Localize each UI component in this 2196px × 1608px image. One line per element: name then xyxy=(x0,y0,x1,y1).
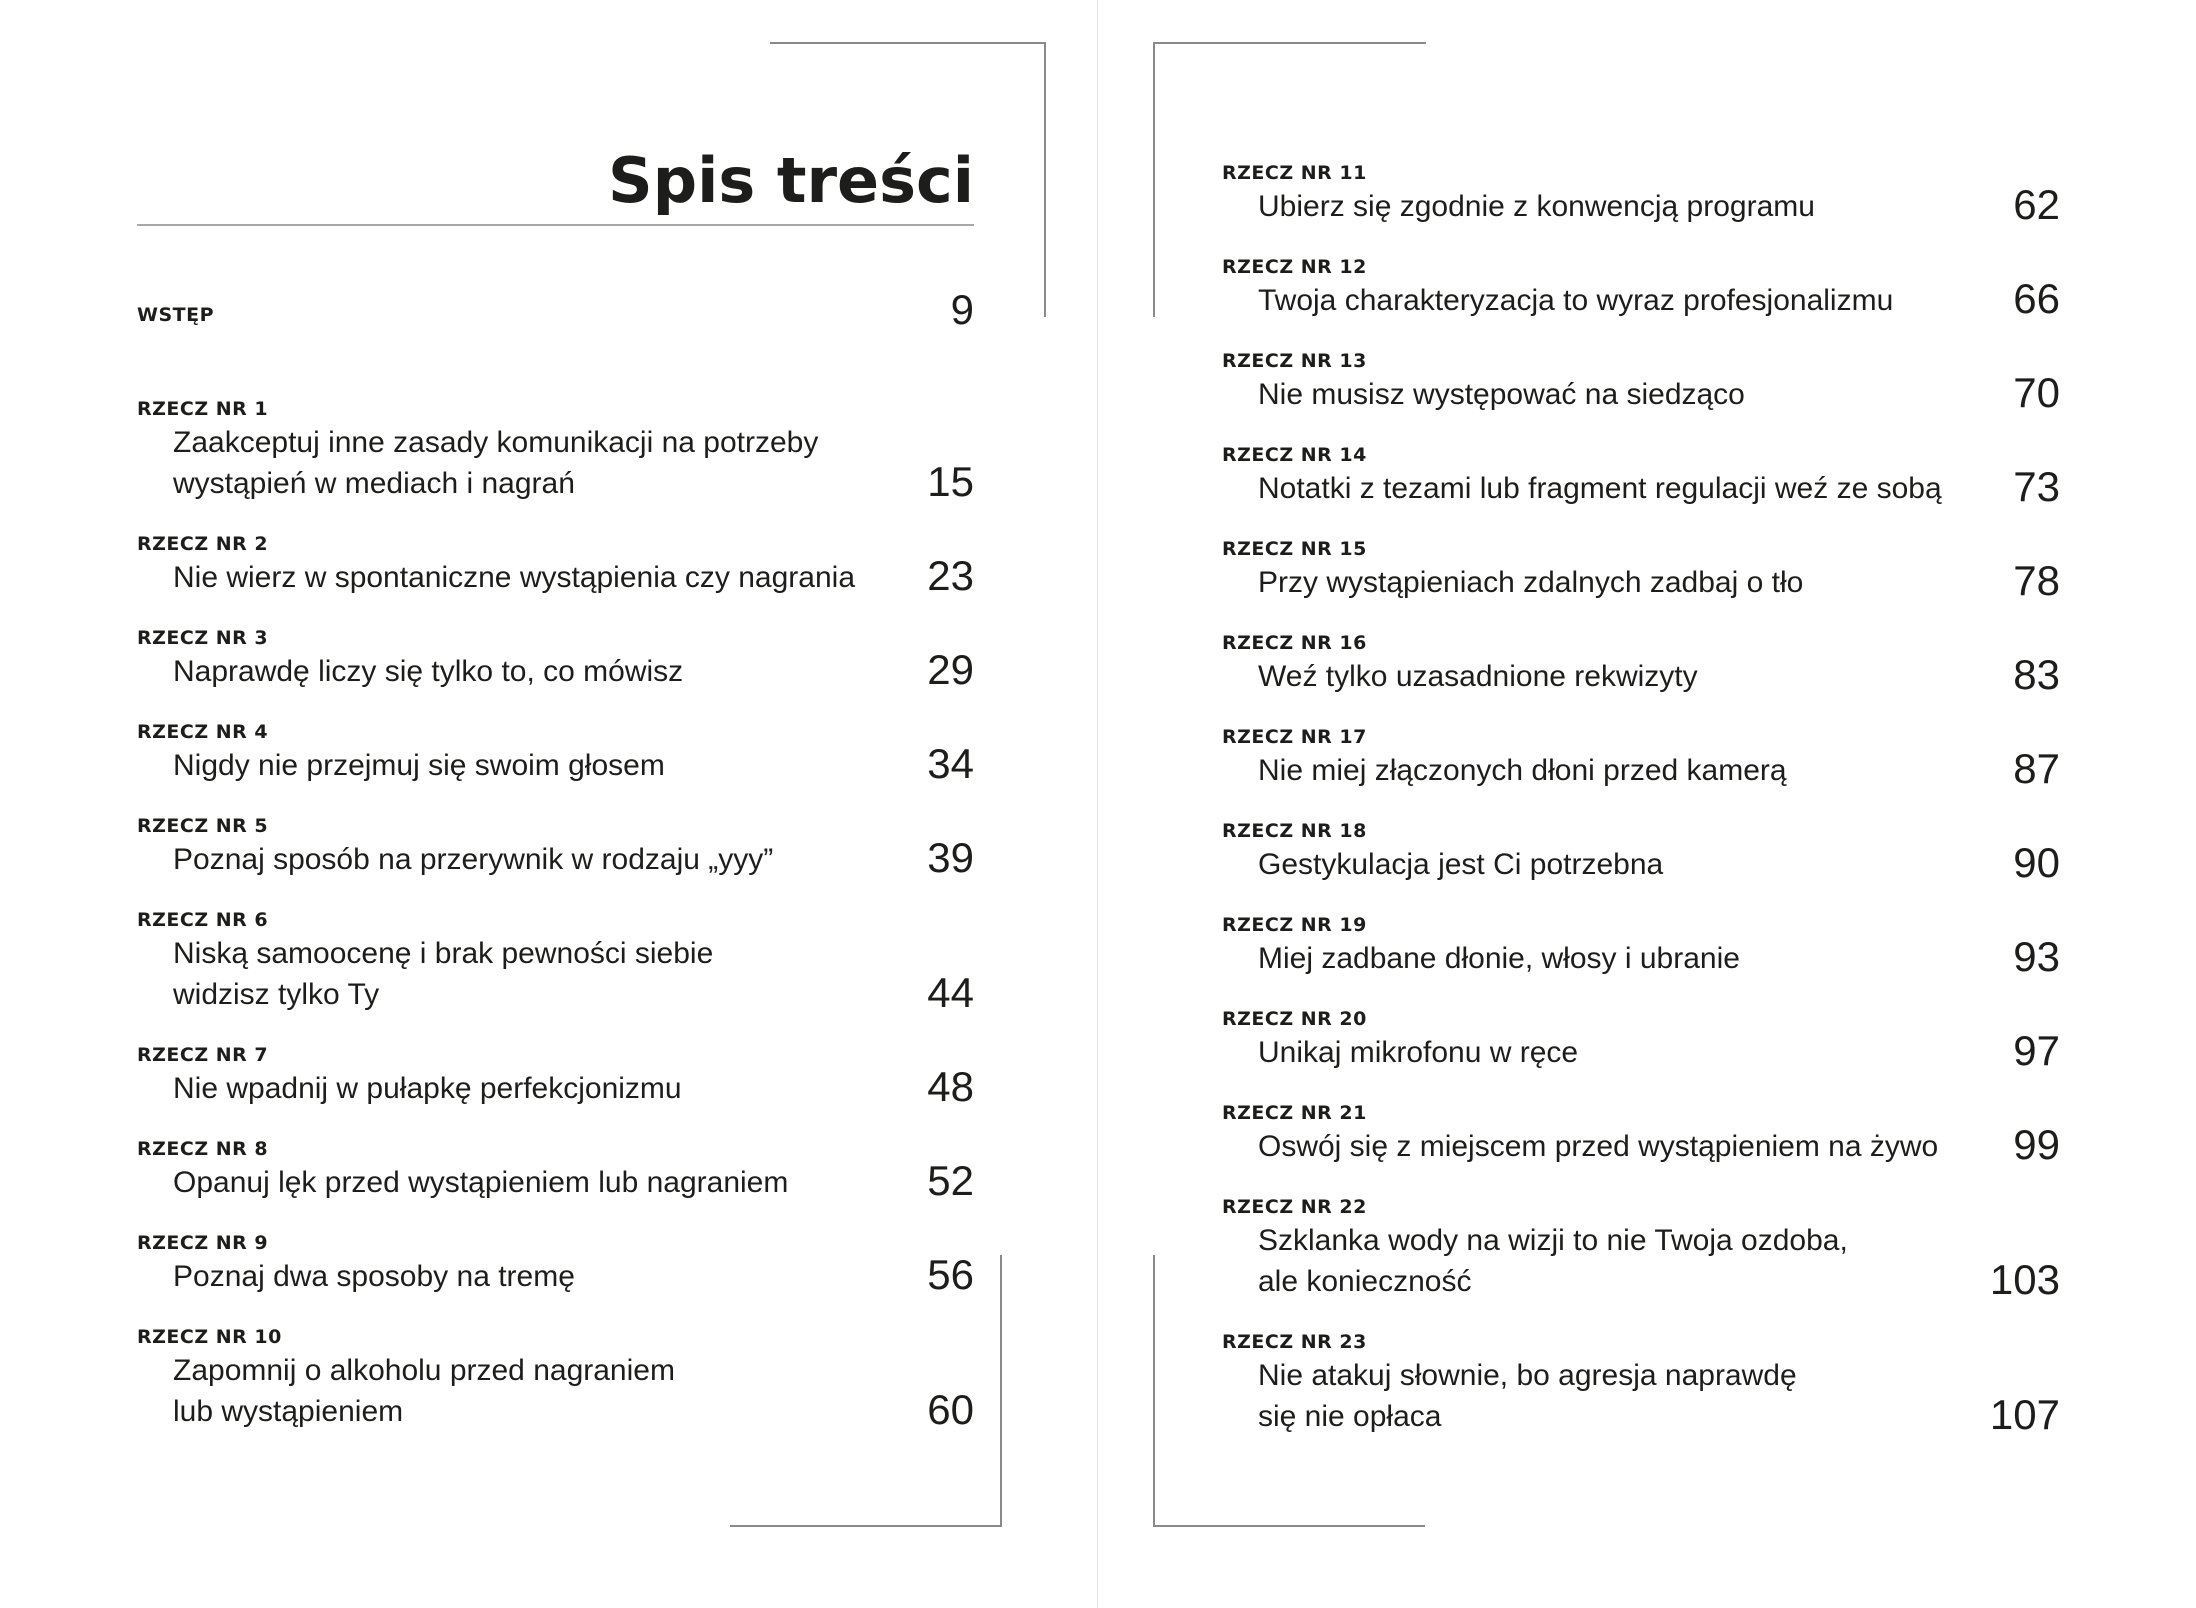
page-number: 48 xyxy=(927,1063,974,1110)
toc-entry[interactable] xyxy=(1222,820,2060,891)
corner-line-bottom xyxy=(1153,1255,1155,1527)
entry-title: Unikaj mikrofonu w ręce xyxy=(1258,1036,1579,1069)
page-number: 60 xyxy=(927,1386,974,1433)
entry-title: Poznaj sposób na przerywnik w rodzaju „yyy” xyxy=(173,843,774,876)
intro-label: WSTĘP xyxy=(137,304,215,326)
page-number: 39 xyxy=(927,834,974,881)
entry-label: RZECZ NR 23 xyxy=(1222,1331,1367,1353)
page-number: 103 xyxy=(1989,1256,2060,1303)
entry-label: RZECZ NR 22 xyxy=(1222,1196,1367,1218)
right-page xyxy=(1098,0,2196,1608)
entry-title: Przy wystąpieniach zdalnych zadbaj o tło xyxy=(1258,566,1804,599)
entry-title: Weź tylko uzasadnione rekwizyty xyxy=(1258,660,1698,693)
page-number: 44 xyxy=(927,969,974,1016)
entry-title: Nie musisz występować na siedząco xyxy=(1258,378,1745,411)
corner-line-bottom xyxy=(1000,1255,1002,1527)
page-number: 99 xyxy=(2013,1121,2060,1168)
toc-right-column xyxy=(1222,0,2060,1608)
page-number: 90 xyxy=(2013,839,2060,886)
entry-title: Nie miej złączonych dłoni przed kamerą xyxy=(1258,754,1787,787)
entry-label: RZECZ NR 20 xyxy=(1222,1008,1367,1030)
toc-entry[interactable] xyxy=(1222,162,2060,233)
entry-label: RZECZ NR 9 xyxy=(137,1232,269,1254)
entry-label: RZECZ NR 4 xyxy=(137,721,269,743)
entry-title: Notatki z tezami lub fragment regulacji weź ze sobą xyxy=(1258,472,1942,505)
toc-entry[interactable] xyxy=(1222,444,2060,515)
toc-entry[interactable] xyxy=(1222,914,2060,985)
entry-title: Nie wpadnij w pułapkę perfekcjonizmu xyxy=(173,1072,682,1105)
page-number: 83 xyxy=(2013,651,2060,698)
page-number: 34 xyxy=(927,740,974,787)
page-number: 78 xyxy=(2013,557,2060,604)
entry-title: Twoja charakteryzacja to wyraz profesjonalizmu xyxy=(1258,284,1894,317)
entry-label: RZECZ NR 21 xyxy=(1222,1102,1367,1124)
entry-title: Niską samoocenę i brak pewności siebie widzisz tylko Ty xyxy=(173,937,714,1011)
toc-entry[interactable] xyxy=(1222,726,2060,797)
toc-entry-intro[interactable] xyxy=(137,286,974,350)
entry-label: RZECZ NR 11 xyxy=(1222,162,1367,184)
entry-title: Nigdy nie przejmuj się swoim głosem xyxy=(173,749,665,782)
toc-entry[interactable] xyxy=(137,909,974,1021)
page-number: 15 xyxy=(927,458,974,505)
entry-label: RZECZ NR 19 xyxy=(1222,914,1367,936)
page-number: 73 xyxy=(2013,463,2060,510)
entry-label: RZECZ NR 12 xyxy=(1222,256,1367,278)
page-number: 29 xyxy=(927,646,974,693)
toc-entry[interactable] xyxy=(1222,632,2060,703)
toc-entry[interactable] xyxy=(137,721,974,792)
entry-label: RZECZ NR 14 xyxy=(1222,444,1367,466)
entry-label: RZECZ NR 2 xyxy=(137,533,269,555)
page-number: 62 xyxy=(2013,181,2060,228)
page-number: 107 xyxy=(1989,1391,2060,1438)
toc-entry[interactable] xyxy=(137,533,974,604)
entry-label: RZECZ NR 7 xyxy=(137,1044,269,1066)
entry-label: RZECZ NR 3 xyxy=(137,627,269,649)
entry-label: RZECZ NR 5 xyxy=(137,815,269,837)
page-number: 70 xyxy=(2013,369,2060,416)
entry-label: RZECZ NR 8 xyxy=(137,1138,269,1160)
page-number: 9 xyxy=(950,286,974,333)
entry-label: RZECZ NR 15 xyxy=(1222,538,1367,560)
entry-title: Oswój się z miejscem przed wystąpieniem na żywo xyxy=(1258,1130,1939,1163)
entry-label: RZECZ NR 17 xyxy=(1222,726,1367,748)
entry-title: Gestykulacja jest Ci potrzebna xyxy=(1258,848,1664,881)
page-number: 93 xyxy=(2013,933,2060,980)
toc-entry[interactable] xyxy=(137,1326,974,1438)
entry-title: Naprawdę liczy się tylko to, co mówisz xyxy=(173,655,684,688)
entry-title: Miej zadbane dłonie, włosy i ubranie xyxy=(1258,942,1740,975)
entry-label: RZECZ NR 13 xyxy=(1222,350,1367,372)
entry-title: Poznaj dwa sposoby na tremę xyxy=(173,1260,575,1293)
toc-entry[interactable] xyxy=(137,1044,974,1115)
toc-left-column xyxy=(137,0,974,1608)
entry-title: Zaakceptuj inne zasady komunikacji na potrzeby wystąpień w mediach i nagrań xyxy=(173,426,819,500)
page-number: 52 xyxy=(927,1157,974,1204)
entry-label: RZECZ NR 16 xyxy=(1222,632,1367,654)
page-number: 66 xyxy=(2013,275,2060,322)
page-title: Spis treści xyxy=(608,144,974,217)
entry-title: Szklanka wody na wizji to nie Twoja ozdoba, ale konieczność xyxy=(1258,1224,1848,1298)
entry-title: Ubierz się zgodnie z konwencją programu xyxy=(1258,190,1815,223)
page-number: 87 xyxy=(2013,745,2060,792)
toc-entry[interactable] xyxy=(1222,538,2060,609)
toc-entry[interactable] xyxy=(1222,350,2060,421)
toc-entry[interactable] xyxy=(137,1138,974,1209)
entry-title: Nie atakuj słownie, bo agresja naprawdę się nie opłaca xyxy=(1258,1359,1797,1433)
toc-entry[interactable] xyxy=(137,627,974,698)
entry-label: RZECZ NR 18 xyxy=(1222,820,1367,842)
toc-entry[interactable] xyxy=(137,1232,974,1303)
entry-title: Zapomnij o alkoholu przed nagraniem lub wystąpieniem xyxy=(173,1354,675,1428)
corner-line-top xyxy=(1044,42,1046,317)
page-number: 56 xyxy=(927,1251,974,1298)
corner-line-top xyxy=(1153,42,1155,317)
toc-entry[interactable] xyxy=(1222,1196,2060,1308)
title-rule xyxy=(137,224,974,226)
entry-label: RZECZ NR 1 xyxy=(137,398,269,420)
toc-entry[interactable] xyxy=(137,398,974,510)
toc-entry[interactable] xyxy=(137,815,974,886)
entry-label: RZECZ NR 6 xyxy=(137,909,269,931)
page-number: 23 xyxy=(927,552,974,599)
page-number: 97 xyxy=(2013,1027,2060,1074)
toc-entry[interactable] xyxy=(1222,256,2060,327)
toc-entry[interactable] xyxy=(1222,1331,2060,1443)
toc-entry[interactable] xyxy=(1222,1008,2060,1079)
entry-title: Opanuj lęk przed wystąpieniem lub nagraniem xyxy=(173,1166,789,1199)
entry-title: Nie wierz w spontaniczne wystąpienia czy nagrania xyxy=(173,561,856,594)
entry-label: RZECZ NR 10 xyxy=(137,1326,282,1348)
toc-entry[interactable] xyxy=(1222,1102,2060,1173)
